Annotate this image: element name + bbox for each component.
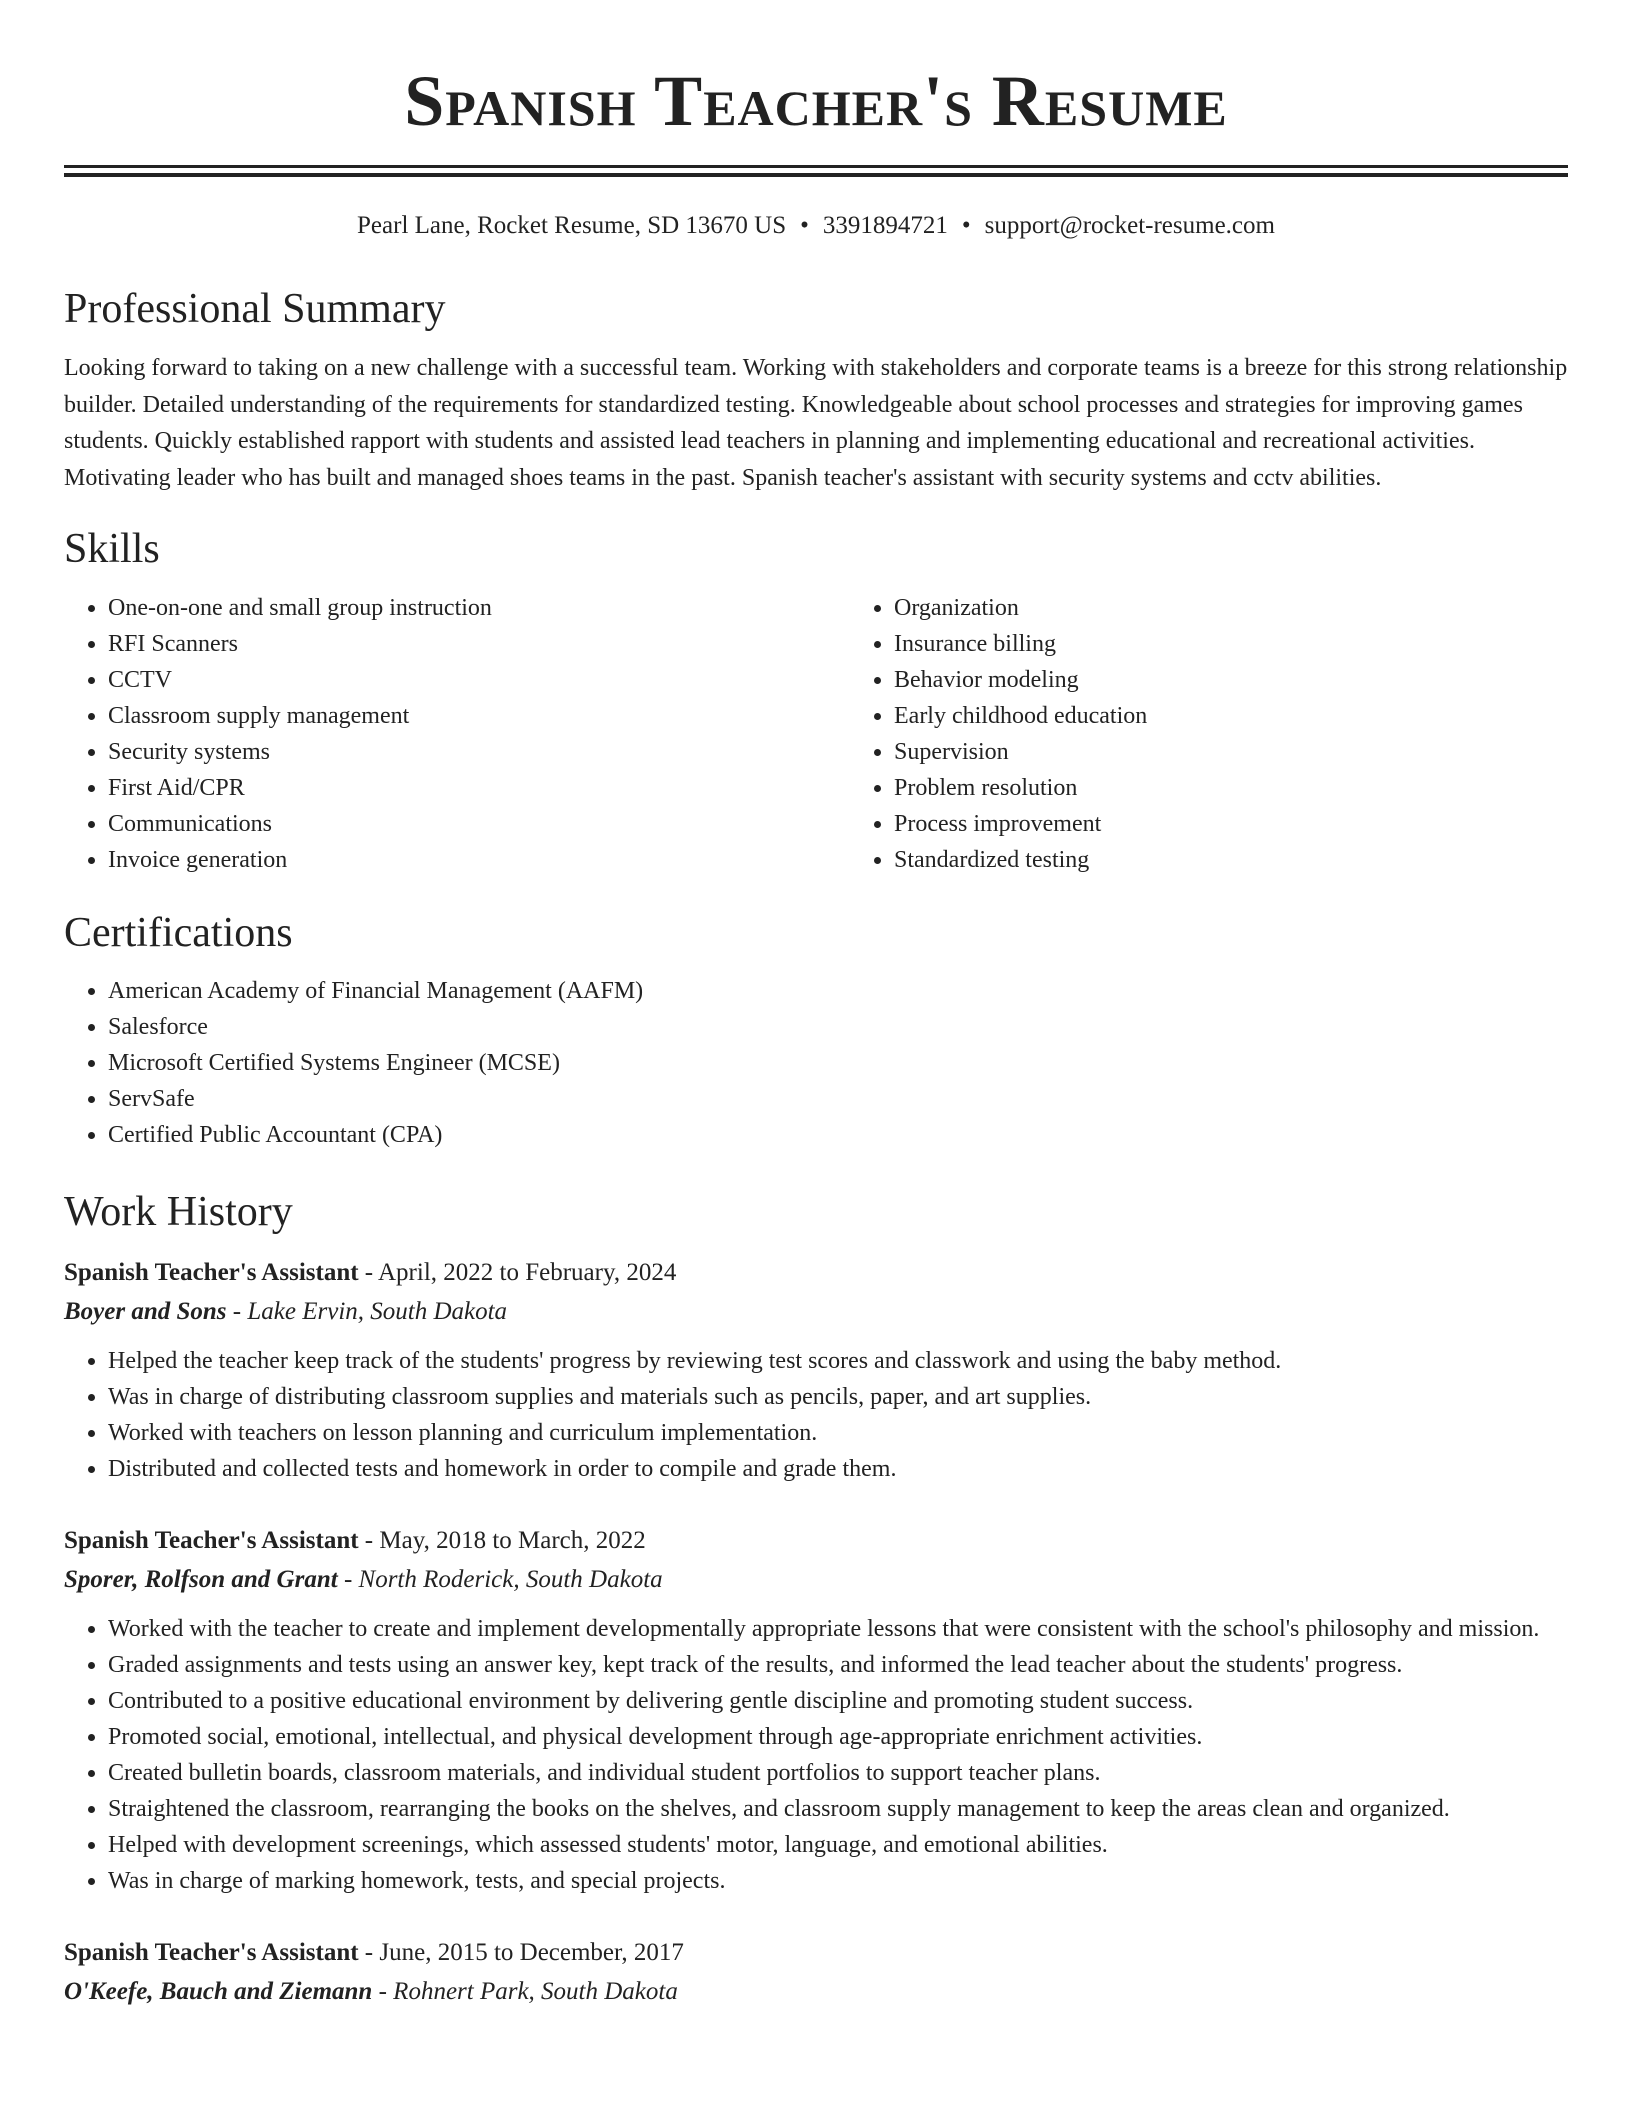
job-duties [64, 1611, 1568, 1899]
job-dates: - April, 2022 to February, 2024 [358, 1259, 677, 1286]
job-duty: • Contributed to a positive educational environment by delivering gentle discipline and promoting student success. [108, 1683, 1568, 1719]
job-header [64, 1521, 1568, 1560]
certifications-section [64, 908, 1568, 1153]
skills-section [64, 524, 1568, 878]
certification-item: • Salesforce [108, 1009, 1568, 1045]
job-dates: - June, 2015 to December, 2017 [358, 1939, 684, 1966]
job-duty: • Worked with the teacher to create and implement developmentally appropriate lessons that were consistent with the school's philosophy and mission. [108, 1611, 1568, 1647]
certification-item: • Microsoft Certified Systems Engineer (MCSE) [108, 1045, 1568, 1081]
skill-item: • Supervision [894, 734, 1632, 770]
job-entry [64, 1253, 1568, 1487]
contact-email: support@rocket-resume.com [984, 212, 1275, 239]
skill-item: • Organization [894, 590, 1632, 626]
skill-item: • RFI Scanners [108, 626, 850, 662]
job-location: - Rohnert Park, South Dakota [372, 1978, 678, 2005]
summary-heading: Professional Summary [64, 286, 446, 332]
contact-separator: • [800, 212, 809, 239]
contact-phone: 3391894721 [822, 212, 948, 239]
skill-item: • Early childhood education [894, 698, 1632, 734]
skill-item: • Invoice generation [108, 842, 850, 878]
contact-separator: • [961, 212, 971, 239]
job-duty: • Promoted social, emotional, intellectual, and physical development through age-appropriate enrichment activities. [108, 1719, 1568, 1755]
job-duty: • Worked with teachers on lesson planning and curriculum implementation. [108, 1415, 1568, 1451]
job-title: Spanish Teacher's Assistant [64, 1259, 359, 1286]
skill-item: • First Aid/CPR [108, 770, 850, 806]
job-duty: • Helped the teacher keep track of the students' progress by reviewing test scores and classwork and using the baby method. [108, 1343, 1568, 1379]
skill-item: • Insurance billing [894, 626, 1632, 662]
skill-item: • Security systems [108, 734, 850, 770]
certification-item: • American Academy of Financial Management (AAFM) [108, 973, 1568, 1009]
job-entry [64, 1521, 1568, 1899]
job-company: O'Keefe, Bauch and Ziemann [64, 1978, 373, 2005]
summary-section [64, 284, 1568, 496]
job-duty: • Was in charge of marking homework, tests, and special projects. [108, 1863, 1568, 1899]
job-duty: • Created bulletin boards, classroom materials, and individual student portfolios to support teacher plans. [108, 1755, 1568, 1791]
job-duties [64, 1343, 1568, 1487]
job-duty: • Helped with development screenings, which assessed students' motor, language, and emotional abilities. [108, 1827, 1568, 1863]
work-history-heading: Work History [64, 1189, 293, 1235]
certification-item: • ServSafe [108, 1081, 1568, 1117]
job-header [64, 1933, 1568, 1972]
certifications-heading: Certifications [64, 910, 293, 956]
skills-grid [64, 590, 1568, 878]
contact-address: Pearl Lane, Rocket Resume, SD 13670 US [357, 212, 787, 239]
certification-item: • Certified Public Accountant (CPA) [108, 1117, 1568, 1153]
skill-item: • Communications [108, 806, 850, 842]
job-duty: • Straightened the classroom, rearranging the books on the shelves, and classroom supply management to keep the areas clean and organized. [108, 1791, 1568, 1827]
skill-item: • Process improvement [894, 806, 1632, 842]
summary-text: Looking forward to taking on a new challenge with a successful team. Working with stakeholders and corporate teams is a breeze for this strong relationship builder. Detailed understanding of the requirements for standardized testing. Knowledgeable about school processes and strategies for improving games students. Quickly established rapport with students and assisted lead teachers in planning and implementing educational and recreational activities. Motivating leader who has built and managed shoes teams in the past. Spanish teacher's assistant with security systems and cctv abilities. [64, 355, 1568, 491]
skill-item: • Classroom supply management [108, 698, 850, 734]
job-header [64, 1253, 1568, 1292]
skills-heading: Skills [64, 526, 160, 572]
skill-item: • Standardized testing [894, 842, 1632, 878]
work-history-section [64, 1187, 1568, 2011]
job-location: - Lake Ervin, South Dakota [226, 1298, 508, 1325]
job-company: Sporer, Rolfson and Grant [64, 1566, 338, 1593]
skills-list-right [850, 590, 1632, 878]
job-duty: • Graded assignments and tests using an answer key, kept track of the results, and informed the lead teacher about the students' progress. [108, 1647, 1568, 1683]
job-employer [64, 1292, 1568, 1331]
job-duty: • Was in charge of distributing classroom supplies and materials such as pencils, paper, and art supplies. [108, 1379, 1568, 1415]
job-dates: - May, 2018 to March, 2022 [358, 1527, 646, 1554]
skill-item: • CCTV [108, 662, 850, 698]
job-duty: • Distributed and collected tests and homework in order to compile and grade them. [108, 1451, 1568, 1487]
job-employer [64, 1560, 1568, 1599]
skill-item: • One-on-one and small group instruction [108, 590, 850, 626]
skill-item: • Behavior modeling [894, 662, 1632, 698]
job-location: - North Roderick, South Dakota [337, 1566, 663, 1593]
contact-line [64, 210, 1568, 242]
skill-item: • Problem resolution [894, 770, 1632, 806]
title-divider-bottom [64, 173, 1568, 177]
resume-title: Spanish Teacher's Resume [404, 61, 1228, 141]
certifications-list [64, 973, 1568, 1153]
job-company: Boyer and Sons [64, 1298, 227, 1325]
skills-list-left [64, 590, 850, 878]
job-title: Spanish Teacher's Assistant [64, 1527, 359, 1554]
job-title: Spanish Teacher's Assistant [64, 1939, 359, 1966]
job-employer [64, 1972, 1568, 2011]
job-entry [64, 1933, 1568, 2011]
